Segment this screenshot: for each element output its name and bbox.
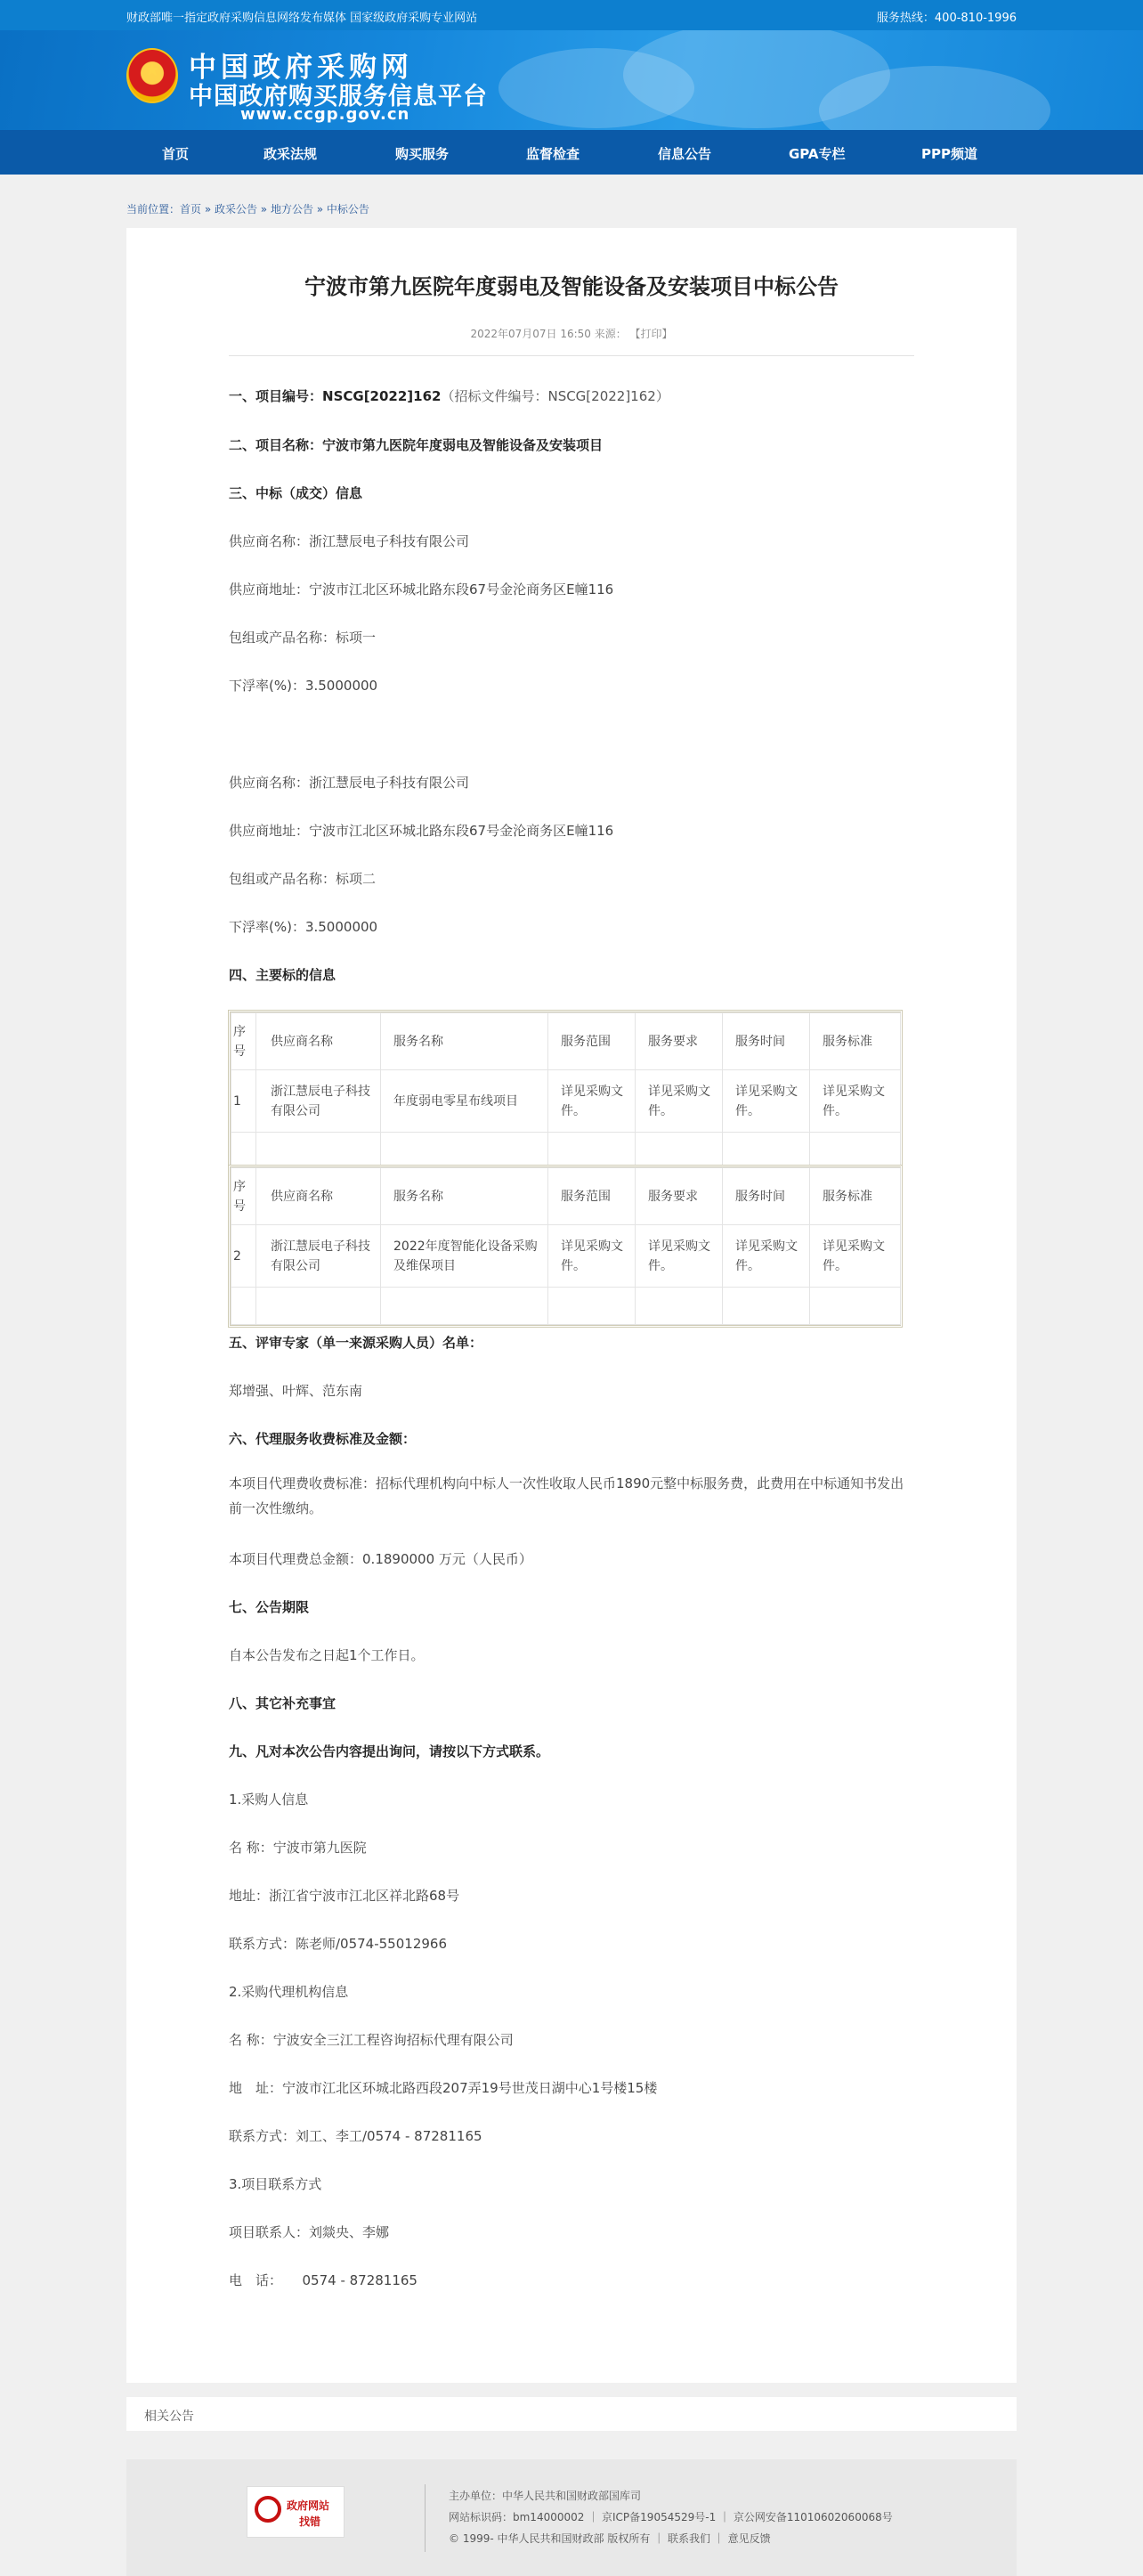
- table-header-cell: 服务标准: [810, 1013, 901, 1070]
- supplier2-name: 供应商名称：浙江慧辰电子科技有限公司: [229, 775, 470, 791]
- nav-home[interactable]: 首页: [162, 146, 190, 162]
- agency-info-title: 2.采购代理机构信息: [229, 1984, 349, 2000]
- section-experts: 五、评审专家（单一来源采购人员）名单：: [229, 1335, 483, 1351]
- logo-subtitle[interactable]: 中国政府购买服务信息平台: [189, 83, 488, 110]
- table-header-row: [231, 1168, 901, 1225]
- table-cell: 1: [231, 1070, 256, 1133]
- related-announcements-label[interactable]: 相关公告: [144, 2409, 194, 2424]
- section-main-items: 四、主要标的信息: [229, 967, 336, 983]
- footer-copyright[interactable]: © 1999- 中华人民共和国财政部 版权所有 ｜ 联系我们 ｜ 意见反馈: [449, 2532, 771, 2545]
- article-panel: [126, 228, 1017, 2383]
- purchaser-contact: 联系方式：陈老师/0574-55012966: [229, 1936, 447, 1952]
- nav-regulations[interactable]: 政采法规: [263, 146, 318, 162]
- header-banner: [0, 30, 1143, 130]
- badge-line2: 找错: [299, 2515, 321, 2528]
- table-cell: 年度弱电零星布线项目: [381, 1070, 548, 1133]
- nav-purchase-services[interactable]: 购买服务: [395, 146, 450, 162]
- table-header-cell: 服务时间: [723, 1013, 810, 1070]
- supplier1-rate: 下浮率(%)：3.5000000: [229, 678, 378, 694]
- logo-title[interactable]: 中国政府采购网: [189, 52, 413, 84]
- section-period: 七、公告期限: [229, 1599, 310, 1615]
- table-cell: 详见采购文件。: [548, 1225, 636, 1288]
- table-row: [231, 1070, 901, 1133]
- table-cell: 详见采购文件。: [810, 1225, 901, 1288]
- table-header-cell: 服务名称: [381, 1168, 548, 1225]
- table-header-cell: 服务范围: [548, 1168, 636, 1225]
- service-hotline: 服务热线：400-810-1996: [876, 12, 1017, 25]
- table-cell: 详见采购文件。: [548, 1070, 636, 1133]
- nav-supervision[interactable]: 监督检查: [526, 146, 580, 162]
- nav-gpa[interactable]: GPA专栏: [789, 146, 846, 162]
- table-cell: 浙江慧辰电子科技有限公司: [256, 1070, 381, 1133]
- purchaser-address: 地址：浙江省宁波市江北区祥北路68号: [229, 1888, 460, 1904]
- table-cell: 2: [231, 1225, 256, 1288]
- table-cell: 浙江慧辰电子科技有限公司: [256, 1225, 381, 1288]
- table-header-cell: 服务时间: [723, 1168, 810, 1225]
- supplier2-address: 供应商地址：宁波市江北区环城北路东段67号金沦商务区E幢116: [229, 823, 614, 839]
- footer: [126, 2459, 1017, 2576]
- divider: [229, 355, 914, 356]
- top-bar: [0, 0, 1143, 30]
- supplier1-name: 供应商名称：浙江慧辰电子科技有限公司: [229, 533, 470, 549]
- purchaser-info-title: 1.采购人信息: [229, 1792, 309, 1808]
- main-nav: [0, 130, 1143, 175]
- agency-address: 地 址：宁波市江北区环城北路西段207弄19号世茂日湖中心1号楼15楼: [229, 2080, 658, 2096]
- table-header-cell: 服务名称: [381, 1013, 548, 1070]
- project-contact-phone: 电 话： 0574 - 87281165: [229, 2272, 417, 2288]
- related-announcements: [126, 2397, 1017, 2431]
- breadcrumb[interactable]: 当前位置：首页 » 政采公告 » 地方公告 » 中标公告: [126, 203, 369, 215]
- agency-name: 名 称：宁波安全三江工程咨询招标代理有限公司: [229, 2032, 514, 2048]
- table-header-cell: 服务要求: [636, 1168, 723, 1225]
- table-row: [231, 1225, 901, 1288]
- footer-host: 主办单位：中华人民共和国财政部国库司: [449, 2490, 642, 2502]
- announcement-period: 自本公告发布之日起1个工作日。: [229, 1647, 425, 1663]
- table-header-cell: 序号: [231, 1013, 256, 1070]
- table-cell: 详见采购文件。: [636, 1225, 723, 1288]
- magnifier-icon: [255, 2496, 281, 2523]
- project-contact-title: 3.项目联系方式: [229, 2176, 322, 2192]
- footer-ids[interactable]: 网站标识码：bm14000002 ｜ 京ICP备19054529号-1 ｜ 京公网安备11010602060068号: [449, 2511, 893, 2523]
- logo-url[interactable]: www.ccgp.gov.cn: [240, 105, 410, 124]
- article-meta: 2022年07月07日 16:50 来源： 【打印】: [470, 328, 673, 340]
- footer-divider: [425, 2484, 426, 2552]
- supplier2-package: 包组或产品名称：标项二: [229, 871, 377, 887]
- section-project-number: 一、项目编号：NSCG[2022]162（招标文件编号：NSCG[2022]162）: [229, 388, 669, 404]
- table-cell: 详见采购文件。: [723, 1070, 810, 1133]
- section-project-name: 二、项目名称：宁波市第九医院年度弱电及智能设备及安装项目: [229, 437, 604, 453]
- section-award-info: 三、中标（成交）信息: [229, 485, 363, 501]
- site-slogan: 财政部唯一指定政府采购信息网络发布媒体 国家级政府采购专业网站: [126, 12, 478, 25]
- table-header-cell: 供应商名称: [256, 1168, 381, 1225]
- supplier1-package: 包组或产品名称：标项一: [229, 630, 377, 646]
- section-contact: 九、凡对本次公告内容提出询问，请按以下方式联系。: [229, 1743, 550, 1759]
- table-cell: 详见采购文件。: [723, 1225, 810, 1288]
- agency-contact: 联系方式：刘工、李工/0574 - 87281165: [229, 2128, 482, 2144]
- section-supplementary: 八、其它补充事宜: [229, 1695, 336, 1711]
- experts-list: 郑增强、叶辉、范东南: [229, 1383, 363, 1399]
- items-table-1: [228, 1010, 903, 1173]
- table-header-cell: 服务标准: [810, 1168, 901, 1225]
- table-header-cell: 序号: [231, 1168, 256, 1225]
- table-cell: 详见采购文件。: [810, 1070, 901, 1133]
- fee-total: 本项目代理费总金额：0.1890000 万元（人民币）: [229, 1551, 532, 1567]
- table-cell: 2022年度智能化设备采购及维保项目: [381, 1225, 548, 1288]
- items-table-2: [228, 1165, 903, 1328]
- article-title: 宁波市第九医院年度弱电及智能设备及安装项目中标公告: [304, 274, 839, 299]
- table-row-empty: [231, 1288, 901, 1325]
- gov-site-error-report-badge[interactable]: [247, 2486, 345, 2538]
- nav-ppp[interactable]: PPP频道: [921, 146, 977, 162]
- badge-line1: 政府网站: [287, 2499, 330, 2512]
- nav-announcements[interactable]: 信息公告: [658, 146, 712, 162]
- national-emblem-icon: ★: [126, 48, 178, 103]
- purchaser-name: 名 称：宁波市第九医院: [229, 1840, 367, 1856]
- table-header-cell: 供应商名称: [256, 1013, 381, 1070]
- table-header-cell: 服务范围: [548, 1013, 636, 1070]
- table-header-cell: 服务要求: [636, 1013, 723, 1070]
- fee-standard: 本项目代理费收费标准：招标代理机构向中标人一次性收取人民币1890元整中标服务费，此费用在中标通知书发出前一次性缴纳。: [229, 1475, 904, 1516]
- supplier1-address: 供应商地址：宁波市江北区环城北路东段67号金沦商务区E幢116: [229, 581, 614, 597]
- project-contact-person: 项目联系人：刘燚央、李娜: [229, 2224, 390, 2240]
- table-cell: 详见采购文件。: [636, 1070, 723, 1133]
- supplier2-rate: 下浮率(%)：3.5000000: [229, 919, 378, 935]
- section-agency-fee: 六、代理服务收费标准及金额：: [229, 1431, 417, 1447]
- table-header-row: [231, 1013, 901, 1070]
